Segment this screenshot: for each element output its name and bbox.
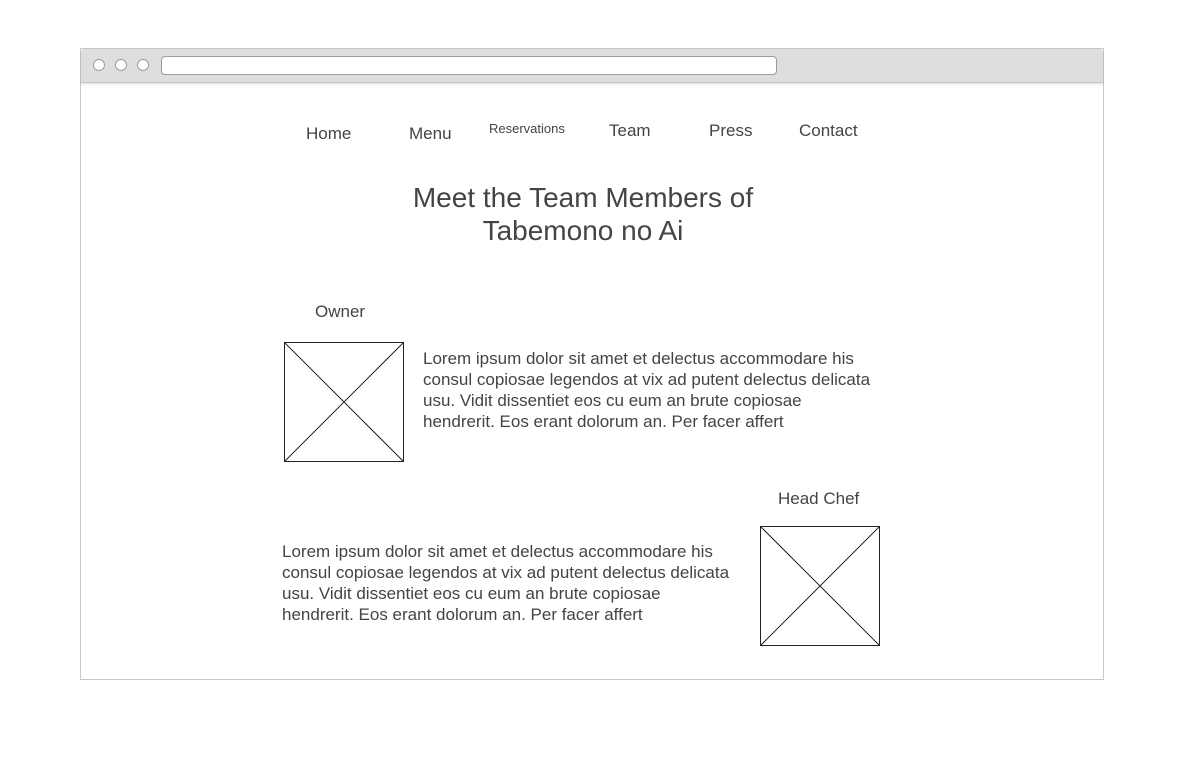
address-bar[interactable]: [161, 56, 777, 75]
window-maximize-button[interactable]: [137, 59, 149, 71]
nav-press[interactable]: Press: [709, 121, 753, 140]
image-placeholder-icon: [284, 342, 404, 462]
member-bio: Lorem ipsum dolor sit amet et delectus accommodare his consul copiosae legendos at vix ad putent delectus delicata usu. Vidit dissentiet eos cu eum an brute copiosae hendrerit. Eos erant dolorum an. Per facer affert: [423, 349, 871, 431]
browser-window: [80, 48, 1104, 680]
member-role-label: Owner: [315, 302, 366, 321]
browser-titlebar: [81, 49, 1103, 83]
nav-team[interactable]: Team: [609, 121, 651, 140]
nav-contact[interactable]: Contact: [799, 121, 858, 140]
nav-menu[interactable]: Menu: [409, 124, 452, 143]
window-minimize-button[interactable]: [115, 59, 127, 71]
nav-reservations[interactable]: Reservations: [489, 121, 565, 136]
member-role-label: Head Chef: [778, 489, 860, 508]
image-placeholder-icon: [760, 526, 880, 646]
member-bio: Lorem ipsum dolor sit amet et delectus accommodare his consul copiosae legendos at vix ad putent delectus delicata usu. Vidit dissentiet eos cu eum an brute copiosae hendrerit. Eos erant dolorum an. Per facer affert: [282, 542, 730, 624]
page-title: Meet the Team Members of Tabemono no Ai: [412, 182, 754, 246]
window-close-button[interactable]: [93, 59, 105, 71]
nav-home[interactable]: Home: [306, 124, 352, 143]
